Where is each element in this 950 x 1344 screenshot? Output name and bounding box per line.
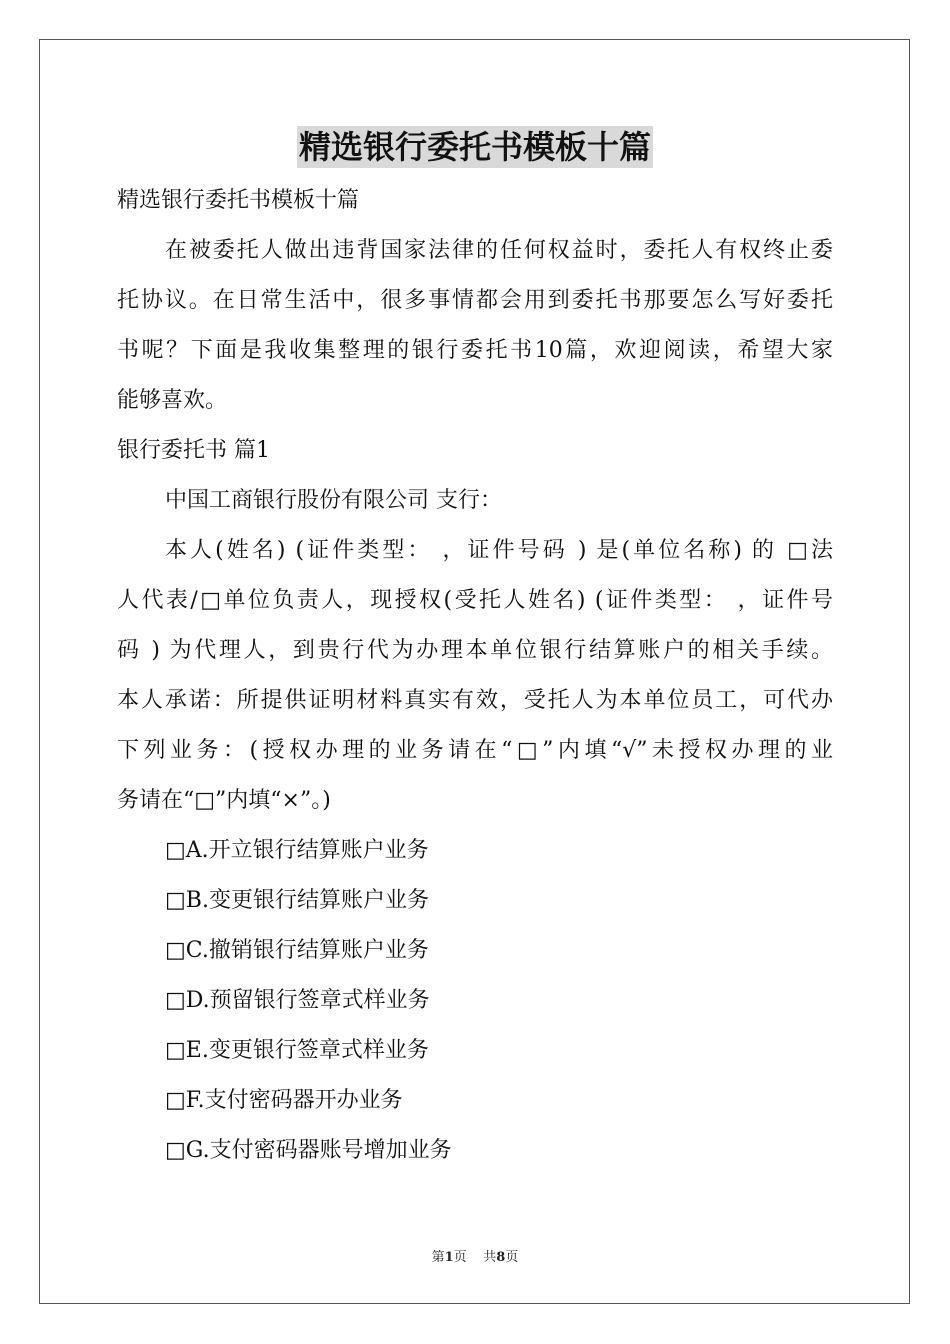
option-a: □A.开立银行结算账户业务 [165,838,429,863]
section-heading: 银行委托书 篇1 [117,438,270,463]
option-f: □F.支付密码器开办业务 [165,1088,403,1113]
body-line-5: 下列业务：(授权办理的业务请在“□”内填“√”未授权办理的业 [117,738,833,763]
intro-line-1: 在被委托人做出违背国家法律的任何权益时，委托人有权终止委 [165,238,833,263]
addressee: 中国工商银行股份有限公司 支行： [165,488,502,513]
total-suffix: 页 [505,1250,519,1265]
intro-line-4: 能够喜欢。 [117,388,228,413]
option-c: □C.撤销银行结算账户业务 [165,938,429,963]
intro-line-2: 托协议。在日常生活中，很多事情都会用到委托书那要怎么写好委托 [117,288,833,313]
page-footer [0,1246,950,1265]
total-prefix: 共 [483,1250,497,1265]
page-prefix: 第 [431,1250,445,1265]
body-line-6: 务请在“□”内填“×”。) [117,788,331,813]
body-line-3: 码 ) 为代理人，到贵行代为办理本单位银行结算账户的相关手续。 [117,638,833,663]
option-b: □B.变更银行结算账户业务 [165,888,429,913]
body-line-2: 人代表/□单位负责人，现授权(受托人姓名) (证件类型： ，证件号 [117,588,833,613]
subtitle: 精选银行委托书模板十篇 [117,188,360,213]
option-e: □E.变更银行签章式样业务 [165,1038,429,1063]
intro-line-3: 书呢？下面是我收集整理的银行委托书10篇，欢迎阅读，希望大家 [117,338,833,363]
document-title: 精选银行委托书模板十篇 [298,128,651,166]
option-d: □D.预留银行签章式样业务 [165,988,430,1013]
body-line-1: 本人(姓名) (证件类型： ，证件号码 ) 是(单位名称) 的 □法 [165,538,833,563]
page-suffix: 页 [453,1250,467,1265]
option-g: □G.支付密码器账号增加业务 [165,1138,452,1163]
total-pages-number: 8 [496,1250,506,1265]
current-page-number: 1 [444,1250,454,1265]
title-block [0,126,950,168]
body-line-4: 本人承诺：所提供证明材料真实有效，受托人为本单位员工，可代办 [117,688,833,713]
